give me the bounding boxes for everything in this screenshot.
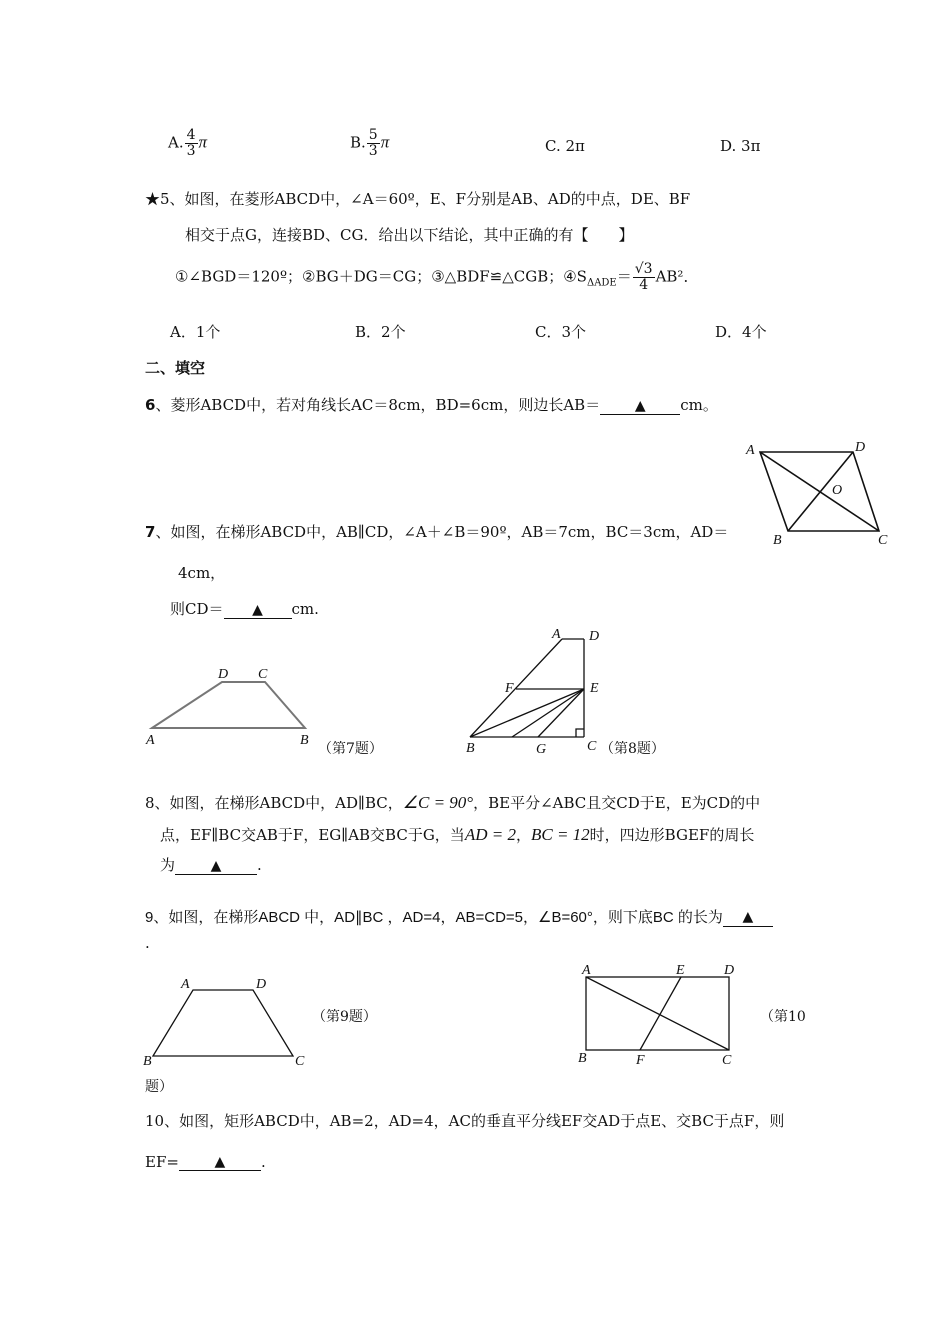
q5-option-b: B．2个 <box>355 323 406 341</box>
label-b: B <box>143 1054 152 1069</box>
q10-line1: 10、如图，矩形ABCD中，AB=2，AD=4，AC的垂直平分线EF交AD于点E、交BC于点F，则 <box>145 1112 785 1130</box>
trapezoid-outline <box>153 990 293 1056</box>
label-c: C <box>587 739 597 754</box>
label-c: C <box>878 533 888 548</box>
label-a: A <box>582 963 591 978</box>
side-ab <box>470 639 562 737</box>
q5-line1: ★5、如图，在菱形ABCD中，∠A＝60º，E、F分别是AB、AD的中点，DE、BF <box>145 190 691 208</box>
q5-option-a: A．1个 <box>170 323 221 341</box>
label-f: F <box>636 1053 645 1068</box>
q5-line3: ①∠BGD＝120º；②BG＋DG＝CG；③△BDF≌△CGB；$④S_{\Delta ADE}=$ $\frac{√3}{4}$ AB²． <box>175 261 699 293</box>
label-e: E <box>676 963 685 978</box>
diagonal-ac <box>586 977 729 1050</box>
fig8-caption: （第8题） <box>600 741 665 757</box>
q9-text: 9、如图，在梯形ABCD 中，AD∥BC ，AD=4，AB=CD=5，∠B=60°，则下底BC 的长为 ▲ <box>145 906 773 927</box>
label-d: D <box>724 963 735 978</box>
fig10-caption-a: （第10 <box>760 1009 806 1025</box>
label-d: D <box>218 667 229 682</box>
label-b: B <box>578 1051 587 1066</box>
q8-line1: 8、如图，在梯形ABCD中，AD∥BC，∠C = 90°，BE平分∠ABC且交CD于E，E为CD的中 <box>145 793 761 812</box>
label-f: F <box>505 681 514 696</box>
right-angle-mark <box>576 729 584 737</box>
label-g: G <box>536 742 547 757</box>
segment-ef <box>640 977 681 1050</box>
label-d: D <box>256 977 267 992</box>
section-fill-blank-title: 二、填空 <box>145 359 206 377</box>
q8-line3: 为 ▲ . <box>160 856 262 874</box>
q5-option-c: C．3个 <box>535 323 587 341</box>
q6-rhombus-figure <box>740 436 895 551</box>
q4-option-c: C. 2π <box>545 137 585 155</box>
label-d: D <box>855 440 866 455</box>
q10-rectangle-figure <box>572 958 747 1070</box>
q7-line1: 7、如图，在梯形ABCD中，AB∥CD，∠A＋∠B＝90º，AB＝7cm，BC＝3cm，AD＝ <box>145 523 729 541</box>
label-a: A <box>746 443 755 458</box>
q9-end: . <box>145 934 150 952</box>
q7-line3: 则CD＝ ▲ cm. <box>170 600 319 618</box>
segment-be <box>470 689 584 737</box>
fig10-caption-b: 题） <box>145 1079 173 1095</box>
q5-line2: 相交于点G，连接BD、CG．给出以下结论，其中正确的有【 】 <box>185 226 634 244</box>
q6-text: 6、菱形ABCD中，若对角线长AC＝8cm，BD=6cm，则边长AB＝ ▲ cm。 <box>145 396 718 414</box>
label-c: C <box>722 1053 732 1068</box>
q10-line2: EF= ▲ . <box>145 1153 266 1171</box>
label-e: E <box>590 681 599 696</box>
q4-option-a: A. $\frac{4}{3}$ π <box>168 127 208 159</box>
label-o: O <box>832 483 843 498</box>
q9-trapezoid-figure <box>135 972 310 1072</box>
label-c: C <box>258 667 268 682</box>
q8-trapezoid-figure <box>460 622 620 760</box>
q7-trapezoid-figure <box>140 660 325 750</box>
q8-line2: 点，EF∥BC交AB于F，EG∥AB交BC于G，当AD = 2，BC = 12时，四边形BGEF的周长 <box>160 825 755 844</box>
label-d: D <box>589 629 600 644</box>
fig7-caption: （第7题） <box>318 741 383 757</box>
fig9-caption: （第9题） <box>312 1009 377 1025</box>
label-a: A <box>181 977 190 992</box>
trapezoid-outline <box>152 682 305 728</box>
q5-option-d: D．4个 <box>715 323 767 341</box>
label-b: B <box>773 533 782 548</box>
label-b: B <box>466 741 475 756</box>
label-b: B <box>300 733 309 748</box>
label-a: A <box>146 733 155 748</box>
label-a: A <box>552 627 561 642</box>
q4-option-b: B. $\frac{5}{3}$ π <box>350 127 390 159</box>
label-c: C <box>295 1054 305 1069</box>
diagonal-bd <box>788 452 853 531</box>
segment-extra <box>512 689 584 737</box>
segment-ge <box>538 689 584 737</box>
q7-line2: 4cm， <box>178 564 226 582</box>
q4-option-d: D. 3π <box>720 137 761 155</box>
